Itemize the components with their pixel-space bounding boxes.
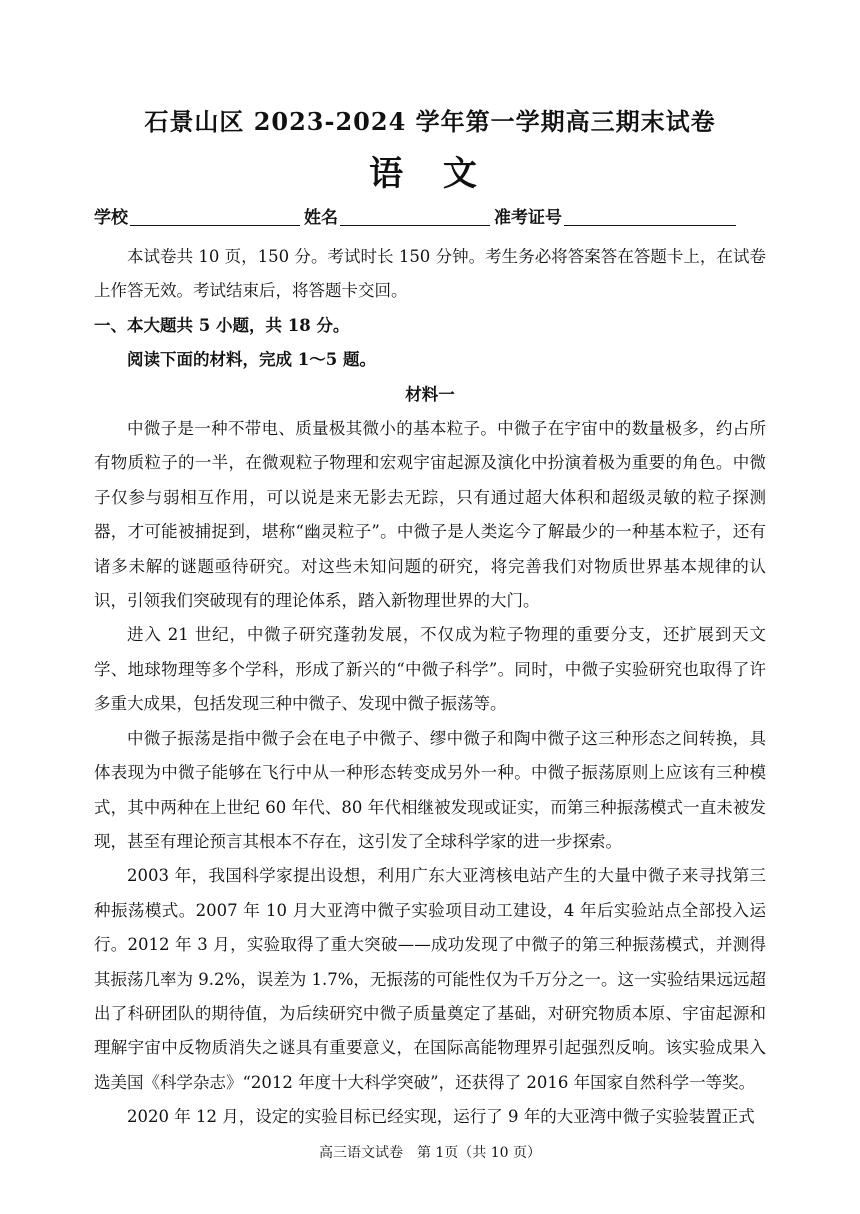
subject-title: 语 文	[369, 154, 491, 194]
exam-id-blank[interactable]	[564, 205, 736, 226]
page-footer: 高三语文试卷 第 1页（共 10 页）	[318, 1145, 542, 1161]
material-paragraph: 中微子是一种不带电、质量极其微小的基本粒子。中微子在宇宙中的数量极多，约占所有物质粒子的一半，在微观粒子物理和宏观宇宙起源及演化中扮演着极为重要的角色。中微子仅参与弱相互作用，可以说是来无影去无踪，只有通过超大体积和超级灵敏的粒子探测器，才可能被捕捉到，堪称“幽灵粒子”。中微子是人类迄今了解最少的一种基本粒子，还有诸多未解的谜题亟待研究。对这些未知问题的研究，将完善我们对物质世界基本规律的认识，引领我们突破现有的理论体系，踏入新物理世界的大门。	[94, 419, 766, 611]
material-paragraph: 2003 年，我国科学家提出设想，利用广东大亚湾核电站产生的大量中微子来寻找第三种振荡模式。2007 年 10 月大亚湾中微子实验项目动工建设，4 年后实验站点全部投入运行。2012 年 3 月，实验取得了重大突破——成功发现了中微子的第三种振荡模式，并测得其振荡几率为 9.2%，误差为 1.7%，无振荡的可能性仅为千万分之一。这一实验结果远远超出了科研团队的期待值，为后续研究中微子质量奠定了基础，对研究物质本原、宇宙起源和理解宇宙中反物质消失之谜具有重要意义，在国际高能物理界引起强烈反响。该实验成果入选美国《科学杂志》“2012 年度十大科学突破”，还获得了 2016 年国家自然科学一等奖。	[94, 866, 766, 1092]
student-info-fields	[94, 200, 766, 228]
section-heading: 一、本大题共 5 小题，共 18 分。	[94, 315, 350, 335]
exam-id-label: 准考证号	[494, 208, 562, 228]
material-paragraph: 中微子振荡是指中微子会在电子中微子、缪中微子和陶中微子这三种形态之间转换，具体表现为中微子能够在飞行中从一种形态转变成另外一种。中微子振荡原则上应该有三种模式，其中两种在上世纪 60 年代、80 年代相继被发现或证实，而第三种振荡模式一直未被发现，甚至有理论预言其根本不存在，这引发了全球科学家的进一步探索。	[94, 728, 766, 851]
exam-title: 石景山区 2023-2024 学年第一学期高三期末试卷	[144, 107, 716, 136]
material-title: 材料一	[405, 384, 455, 404]
exam-body	[94, 240, 766, 1135]
name-label: 姓名	[304, 208, 338, 228]
exam-instructions: 本试卷共 10 页，150 分。考试时长 150 分钟。考生务必将答案答在答题卡上，在试卷上作答无效。考试结束后，将答题卡交回。	[94, 247, 766, 301]
name-blank[interactable]	[340, 205, 490, 226]
school-label: 学校	[94, 208, 128, 228]
reading-instruction: 阅读下面的材料，完成 1～5 题。	[127, 350, 376, 370]
material-paragraph: 进入 21 世纪，中微子研究蓬勃发展，不仅成为粒子物理的重要分支，还扩展到天文学、地球物理等多个学科，形成了新兴的“中微子科学”。同时，中微子实验研究也取得了许多重大成果，包括发现三种中微子、发现中微子振荡等。	[94, 625, 766, 714]
material-paragraph: 2020 年 12 月，设定的实验目标已经实现，运行了 9 年的大亚湾中微子实验装置正式	[127, 1107, 755, 1127]
school-blank[interactable]	[130, 205, 300, 226]
